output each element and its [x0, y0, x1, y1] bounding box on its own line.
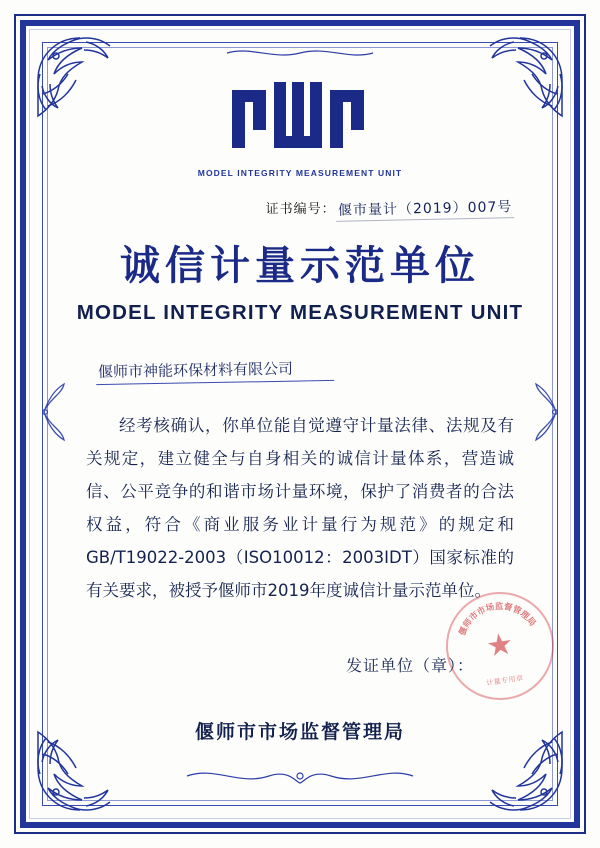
body-paragraph: 经考核确认，你单位能自觉遵守计量法律、法规及有关规定，建立健全与自身相关的诚信计量体系，营造诚信、公平竞争的和谐市场计量环境，保护了消费者的合法权益，符合《商业服务业计量行为规范》的规定和GB/T19022-2003（ISO10012：2003IDT）国家标准的有关要求，被授予偃师市2019年度诚信计量示范单位。: [86, 416, 514, 600]
certificate-number-label: 证书编号：: [265, 201, 336, 216]
issuer-label: 发证单位（章）：: [345, 656, 474, 675]
certificate-number-value: 偃市量计（2019）007号: [335, 196, 514, 222]
certificate-number-row: [60, 198, 540, 220]
recipient-row: [60, 359, 540, 383]
logo-block: [60, 82, 540, 178]
body-text: [60, 409, 540, 607]
seal-bottom-text: 计量专用章: [485, 675, 524, 688]
title-chinese: 诚信计量示范单位: [120, 243, 480, 289]
title-english: MODEL INTEGRITY MEASUREMENT UNIT: [76, 301, 524, 324]
seal-top-text: 偃 师 市 市 场 监 督 管 理 局: [457, 601, 538, 638]
seal-star: ★: [484, 627, 516, 664]
red-official-seal: [439, 585, 561, 707]
miu-monogram-logo: [232, 82, 368, 161]
logo-caption: MODEL INTEGRITY MEASUREMENT UNIT: [197, 168, 403, 178]
recipient-name: 偃师市神能环保材料有限公司: [96, 357, 334, 385]
issuing-organization: 偃师市市场监督管理局: [194, 721, 405, 743]
